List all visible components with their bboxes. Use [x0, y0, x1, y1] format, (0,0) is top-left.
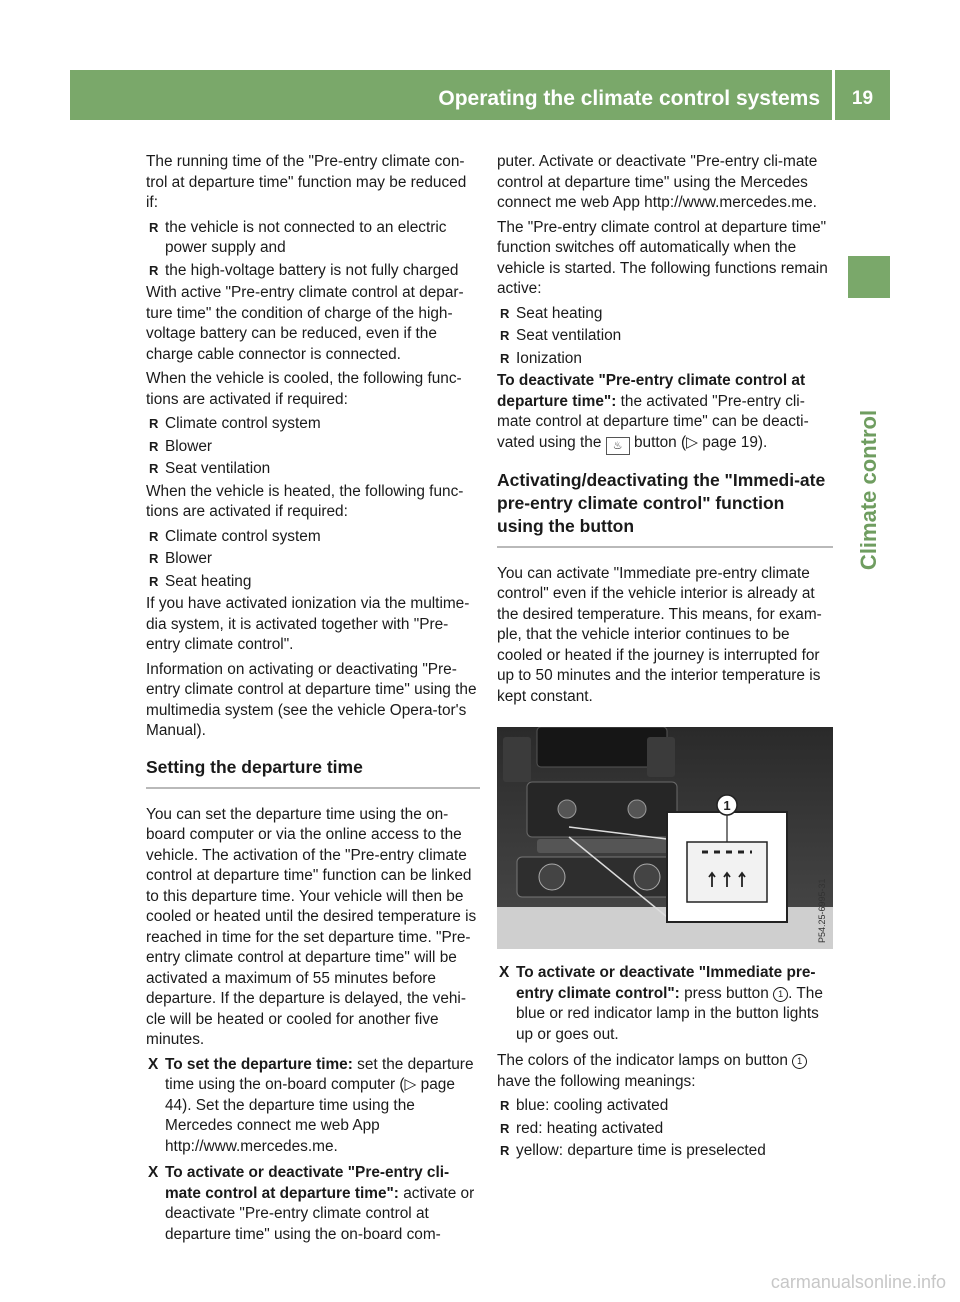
paragraph-colors [497, 1051, 833, 1092]
paragraph-info: Information on activating or deactivating "Pre-entry climate control at departure time" using the multimedia system (see the vehicle Opera-tor's Manual). [146, 660, 477, 739]
paragraph-active: With active "Pre-entry climate control at depar-ture time" the condition of charge of the high-voltage battery can be reduced, even if the charge cable connector is connected. [146, 284, 464, 363]
right-column [497, 152, 833, 1164]
step-text: press button [679, 984, 774, 1002]
list-item: R blue: cooling activated [497, 1096, 833, 1117]
page-ref-arrow-icon: ▷ [404, 1076, 417, 1093]
paragraph-cooled: When the vehicle is cooled, the following func-tions are activated if required: [146, 370, 462, 408]
heading-immediate-control: Activating/deactivating the "Immedi-ate pre-entry climate control" function using the button [497, 469, 826, 536]
deactivate-label: To deactivate "Pre-entry climate control at departure time": [497, 372, 806, 410]
continuation-paragraph: puter. Activate or deactivate "Pre-entry cli-mate control at departure time" using the Mercedes connect me web App http://www.mercedes.me. [497, 153, 818, 211]
list-item: R Seat ventilation [497, 326, 833, 347]
list-item: R Seat ventilation [146, 459, 480, 480]
chapter-side-label: Climate control [856, 409, 881, 571]
inline-text: page 19). [697, 433, 768, 451]
step-label: To activate or deactivate "Pre-entry cli-mate control at departure time": [165, 1164, 450, 1202]
list-item: R Seat heating [497, 304, 833, 325]
inline-text: button ( [629, 433, 687, 451]
instruction-step [497, 963, 833, 1045]
list-item: R Ionization [497, 349, 833, 370]
step-text: set the departure time using the on-board computer ( [165, 1055, 474, 1093]
left-column [146, 152, 480, 1251]
list-item: R the high-voltage battery is not fully charged [146, 261, 480, 282]
step-text: page 44). Set the departure time using the Mercedes connect me web App http://www.mercedes.me. [165, 1076, 455, 1155]
inline-text: The colors of the indicator lamps on button [497, 1052, 793, 1069]
watermark: carmanualsonline.info [770, 1272, 946, 1292]
step-text: activate or deactivate "Pre-entry climate control at departure time" using the on-board com- [165, 1184, 475, 1243]
intro-paragraph: The running time of the "Pre-entry climate con-trol at departure time" function may be reduced if: [146, 153, 467, 211]
instruction-step [146, 1055, 480, 1158]
list-item: R Climate control system [146, 414, 480, 435]
paragraph-immediate: You can activate "Immediate pre-entry climate control" even if the vehicle interior is already at the desired temperature. This means, for exam-ple, that the vehicle interior continues to be cooled or heated if the journey is interrupted for up to 50 minutes and the interior temperature is kept constant. [497, 564, 822, 705]
figure-code: P54.25-6995-31 [817, 878, 827, 943]
paragraph-switch-off: The "Pre-entry climate control at departure time" function switches off automatically when the vehicle is started. The following functions remain active: [497, 218, 828, 297]
step-label: To set the departure time: [165, 1055, 353, 1073]
section-divider [146, 787, 480, 789]
list-item: R Blower [146, 437, 480, 458]
header-bar [70, 70, 890, 120]
paragraph-ionization: If you have activated ionization via the multime-dia system, it is activated together with "Pre-entry climate control". [146, 595, 470, 653]
chapter-tab-marker [848, 256, 890, 298]
list-item: R Blower [146, 549, 480, 570]
inline-text: the activated "Pre-entry cli-mate control at departure time" can be deacti-vated using the [497, 392, 809, 451]
list-item: R Seat heating [146, 572, 480, 593]
list-item: R Climate control system [146, 527, 480, 548]
heading-departure-time: Setting the departure time [146, 756, 363, 777]
page-ref-arrow-icon: ▷ [686, 433, 698, 451]
list-item: R yellow: departure time is preselected [497, 1141, 833, 1162]
step-label: To activate or deactivate "Immediate pre-entry climate control": [516, 964, 816, 1002]
center-console-photo [497, 727, 833, 949]
paragraph-departure: You can set the departure time using the on-board computer or via the online access to the vehicle. The activation of the "Pre-entry climate control at departure time" function can be linked to this departure time. Your vehicle will then be cooled or heated until the desired temperature is reached in time for the set departure time. "Pre-entry climate control at departure time" will be activated a maximum of 55 minutes before departure. If the departure is delayed, the vehi-cle will be heated or cooled for another five minutes. [146, 805, 477, 1048]
inline-text: have the following meanings: [497, 1072, 696, 1090]
callout-number: 1 [792, 1054, 807, 1069]
page-number: 19 [851, 88, 874, 109]
section-divider [497, 546, 833, 548]
page-section-title: Operating the climate control systems [438, 87, 820, 110]
list-item: R the vehicle is not connected to an electric power supply and [146, 218, 480, 259]
climate-button-icon: ♨ [606, 437, 630, 455]
paragraph-deactivate [497, 371, 833, 455]
step-text: . The blue or red indicator lamp in the button lights up or goes out. [516, 984, 823, 1043]
figure-callout-number: 1 [723, 798, 731, 813]
callout-number: 1 [773, 987, 788, 1002]
list-item: R red: heating activated [497, 1119, 833, 1140]
paragraph-heated: When the vehicle is heated, the following func-tions are activated if required: [146, 482, 464, 520]
instruction-step [146, 1163, 480, 1245]
